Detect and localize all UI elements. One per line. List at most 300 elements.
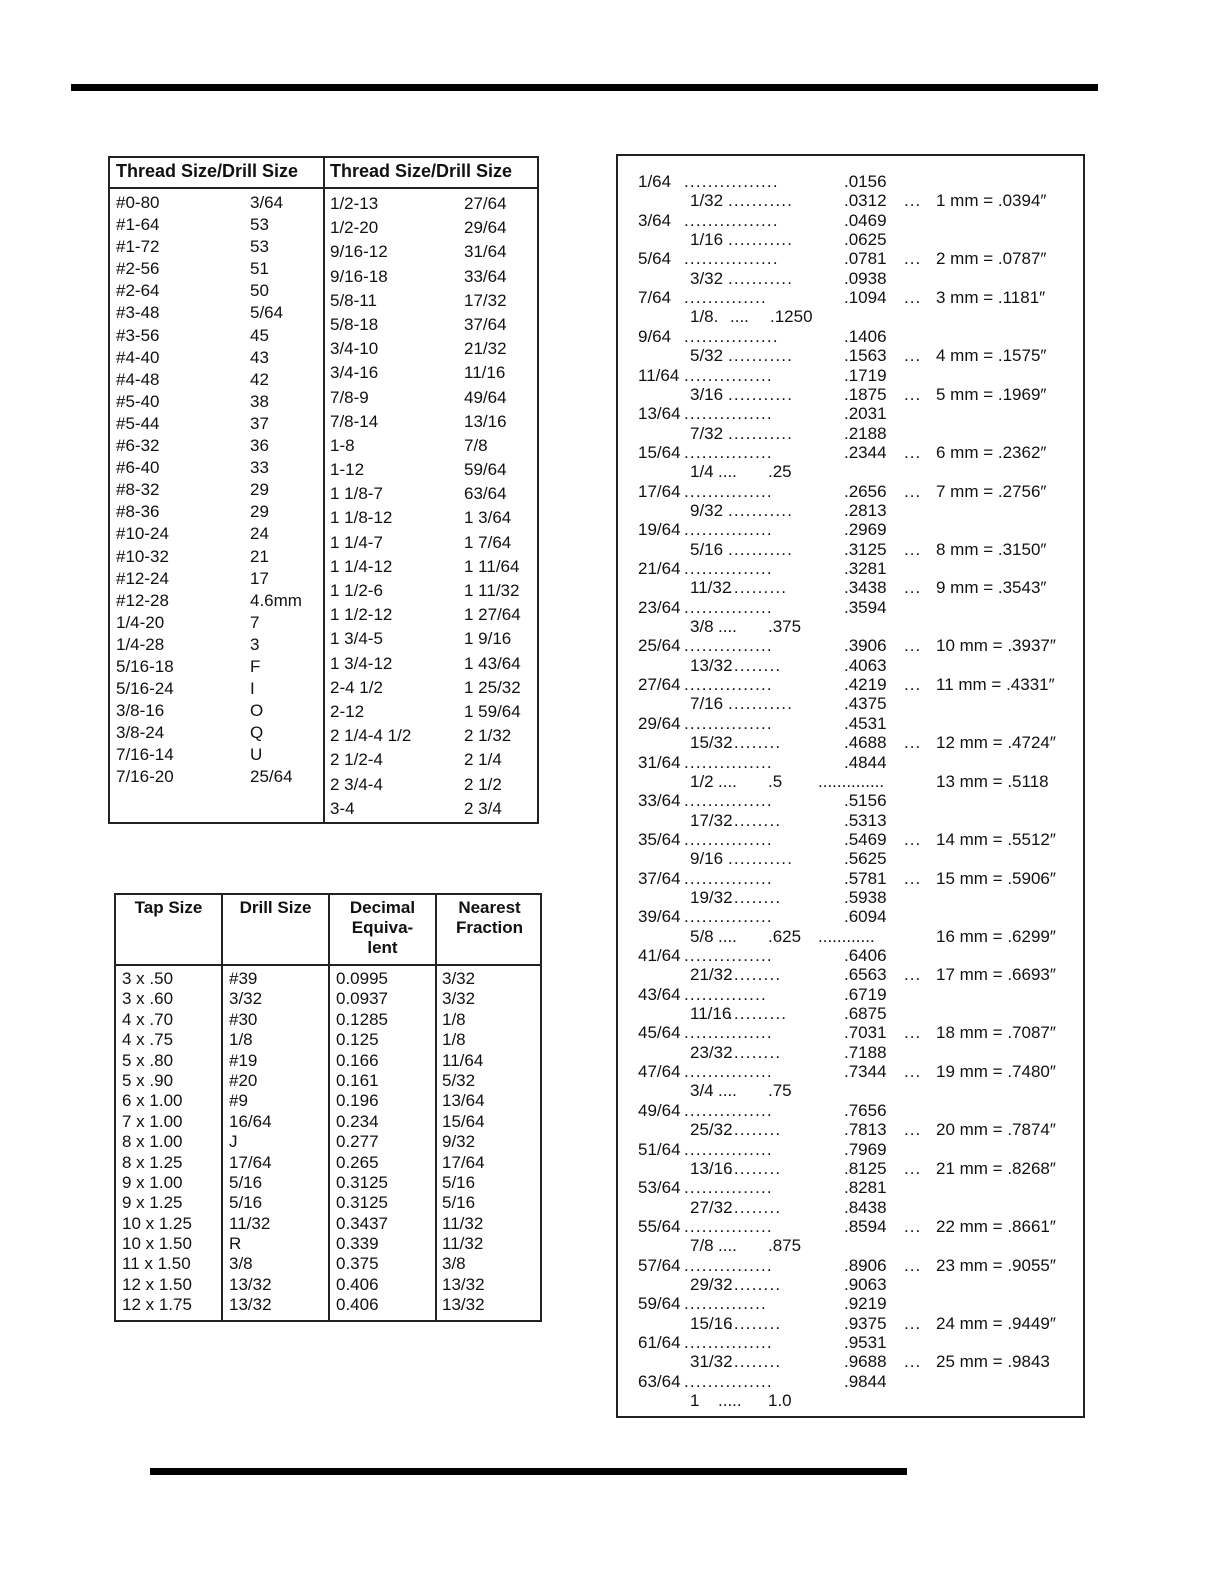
tap-size: 5 x .80 xyxy=(122,1050,174,1070)
leader-dots: ............... xyxy=(684,1100,773,1120)
nearest-fraction: 17/64 xyxy=(442,1152,485,1172)
leader-dots-short: ... xyxy=(904,578,922,598)
thread-size: 3/8-16 xyxy=(116,701,165,721)
conversion-row xyxy=(618,1314,1083,1333)
decimal: .7969 xyxy=(844,1139,887,1159)
drill-size: #39 xyxy=(229,969,258,988)
drill-size: 24 xyxy=(250,524,269,544)
conversion-row xyxy=(618,1120,1083,1139)
decimal: .625 xyxy=(768,926,802,946)
leader-dots: ........... xyxy=(728,849,794,869)
leader-dots: ............... xyxy=(684,442,773,462)
decimal: .8906 xyxy=(844,1255,887,1275)
fraction: 43/64 xyxy=(638,984,681,1004)
drill-size: 1 43/64 xyxy=(464,653,521,673)
conversion-row xyxy=(618,656,1083,675)
fraction: 17/32 xyxy=(690,810,733,830)
decimal: .1094 xyxy=(844,288,887,308)
thread-size: 7/8-9 xyxy=(330,387,369,407)
table-row xyxy=(116,1173,540,1193)
decimal-equivalent: 0.3125 xyxy=(336,1172,388,1192)
decimal: .7031 xyxy=(844,1023,887,1043)
header-drill-size: Drill Size xyxy=(239,898,312,917)
decimal: .3125 xyxy=(844,539,887,559)
tap-size: 12 x 1.75 xyxy=(122,1295,192,1315)
leader-dots-short: ... xyxy=(904,1216,922,1236)
conversion-row xyxy=(618,675,1083,694)
conversion-row xyxy=(618,617,1083,636)
leader-dots: ............... xyxy=(684,791,773,811)
decimal: .4219 xyxy=(844,675,887,695)
fraction: 41/64 xyxy=(638,946,681,965)
thread-size: 3/4-16 xyxy=(330,363,379,383)
decimal: .5 xyxy=(768,771,783,791)
table-row xyxy=(116,1132,540,1152)
leader-dots: ........... xyxy=(728,346,794,366)
decimal-equivalent: 0.161 xyxy=(336,1070,379,1090)
leader-dots: .......... xyxy=(728,578,788,598)
drill-size: 29/64 xyxy=(464,218,507,238)
nearest-fraction: 5/16 xyxy=(442,1172,476,1192)
mm-equivalent: 9 mm = .3543″ xyxy=(936,578,1047,598)
decimal: .9688 xyxy=(844,1352,887,1372)
fraction: 9/64 xyxy=(638,326,672,346)
fraction: 29/32 xyxy=(690,1274,733,1294)
nearest-fraction: 1/8 xyxy=(442,1009,466,1029)
fraction: 3/64 xyxy=(638,210,672,230)
table-row xyxy=(116,1193,540,1213)
leader-dots: ......... xyxy=(728,1120,782,1140)
conversion-row xyxy=(618,733,1083,752)
mm-equivalent: 17 mm = .6693″ xyxy=(936,965,1056,985)
mm-equivalent: 25 mm = .9843 xyxy=(936,1352,1050,1372)
mm-equivalent: 2 mm = .0787″ xyxy=(936,249,1047,269)
tap-table-body xyxy=(116,969,540,1316)
decimal: .2656 xyxy=(844,481,887,501)
thread-size: 2 3/4-4 xyxy=(330,774,383,794)
drill-size: 21 xyxy=(250,546,269,566)
decimal-equivalent: 0.406 xyxy=(336,1295,379,1315)
leader-dots: .... xyxy=(718,771,737,791)
drill-size: 27/64 xyxy=(464,194,507,213)
leader-dots: ......... xyxy=(728,733,782,753)
leader-dots: ........... xyxy=(728,191,794,211)
conversion-row xyxy=(618,269,1083,288)
fraction: 5/32 xyxy=(690,346,724,366)
fraction: 49/64 xyxy=(638,1100,681,1120)
drill-size: 3/32 xyxy=(229,989,263,1009)
fraction: 1 xyxy=(690,1391,700,1411)
nearest-fraction: 13/32 xyxy=(442,1295,485,1315)
leader-dots: ............... xyxy=(684,1139,773,1159)
conversion-row xyxy=(618,520,1083,539)
decimal-equivalent: 0.406 xyxy=(336,1274,379,1294)
decimal: .2813 xyxy=(844,500,887,520)
conversion-row xyxy=(618,1043,1083,1062)
fraction: 11/16 xyxy=(690,1004,732,1024)
conversion-row xyxy=(618,694,1083,713)
conversion-row xyxy=(618,1140,1083,1159)
thread-size: #12-28 xyxy=(116,590,169,610)
decimal: .2344 xyxy=(844,442,887,462)
fraction: 15/64 xyxy=(638,442,681,462)
conversion-row xyxy=(618,1236,1083,1255)
drill-size: 38 xyxy=(250,391,269,411)
nearest-fraction: 13/32 xyxy=(442,1274,485,1294)
conversion-row xyxy=(618,869,1083,888)
leader-dots-short: ... xyxy=(904,288,922,308)
thread-size: 5/16-24 xyxy=(116,679,174,699)
decimal: .0625 xyxy=(844,230,887,250)
conversion-row xyxy=(618,385,1083,404)
drill-size: 1 59/64 xyxy=(464,701,521,721)
drill-size: #20 xyxy=(229,1070,258,1090)
drill-size: 7 xyxy=(250,612,260,632)
fraction: 59/64 xyxy=(638,1294,681,1314)
conversion-row xyxy=(618,540,1083,559)
fraction: 57/64 xyxy=(638,1255,681,1275)
thread-size: 3/8-24 xyxy=(116,723,165,743)
conversion-row xyxy=(618,907,1083,926)
fraction: 7/8 xyxy=(690,1236,714,1256)
leader-dots: ........... xyxy=(728,539,794,559)
decimal: .6563 xyxy=(844,965,887,985)
conversion-row xyxy=(618,230,1083,249)
drill-size: F xyxy=(250,656,261,676)
drill-size: Q xyxy=(250,723,264,743)
decimal-equivalent: 0.0937 xyxy=(336,989,388,1009)
nearest-fraction: 3/32 xyxy=(442,989,476,1009)
fraction: 39/64 xyxy=(638,907,681,927)
leader-dots: ......... xyxy=(728,1197,782,1217)
drill-size: 2 1/2 xyxy=(464,774,502,794)
fraction: 1/16 xyxy=(690,230,724,250)
decimal: .875 xyxy=(768,1236,802,1256)
leader-dots: ......... xyxy=(728,1352,782,1372)
thread-size: 2-12 xyxy=(330,701,365,721)
conversion-row xyxy=(618,1372,1083,1391)
decimal: .0781 xyxy=(844,249,887,269)
conversion-row xyxy=(618,830,1083,849)
table-row xyxy=(116,1295,540,1315)
drill-size: 33 xyxy=(250,458,269,478)
conversion-row xyxy=(618,1062,1083,1081)
leader-dots: ......... xyxy=(728,965,782,985)
drill-size: 43 xyxy=(250,347,269,367)
fraction: 13/32 xyxy=(690,655,733,675)
conversion-row xyxy=(618,1081,1083,1100)
nearest-fraction: 3/32 xyxy=(442,969,476,988)
tap-size: 3 x .50 xyxy=(122,969,174,988)
fraction: 7/16 xyxy=(690,694,724,714)
thread-size: #2-64 xyxy=(116,281,160,301)
thread-size: 3/4-10 xyxy=(330,339,379,359)
thread-size: #5-40 xyxy=(116,391,160,411)
fraction: 7/64 xyxy=(638,288,672,308)
decimal: .5469 xyxy=(844,829,887,849)
fraction: 55/64 xyxy=(638,1216,681,1236)
leader-dots: ............... xyxy=(684,520,773,540)
drill-size: 11/16 xyxy=(464,363,506,383)
leader-dots: ......... xyxy=(728,1274,782,1294)
leader-dots: ............... xyxy=(684,1255,773,1275)
table-row xyxy=(116,1071,540,1091)
decimal: .5938 xyxy=(844,887,887,907)
conversion-row xyxy=(618,1275,1083,1294)
drill-size: 3/8 xyxy=(229,1254,253,1274)
conversion-row xyxy=(618,927,1083,946)
mm-equivalent: 10 mm = .3937″ xyxy=(936,636,1056,656)
table-row xyxy=(116,1254,540,1274)
fraction: 19/64 xyxy=(638,520,681,540)
decimal: .9531 xyxy=(844,1333,887,1352)
fraction: 25/64 xyxy=(638,636,681,656)
leader-dots: ............... xyxy=(684,1371,773,1391)
decimal-equivalent: 0.3437 xyxy=(336,1213,388,1233)
leader-dots: ............... xyxy=(684,946,773,965)
nearest-fraction: 11/32 xyxy=(442,1213,484,1233)
conversion-row xyxy=(618,191,1083,210)
fraction: 35/64 xyxy=(638,829,681,849)
header-tap-size: Tap Size xyxy=(134,898,203,917)
drill-size: #30 xyxy=(229,1009,258,1029)
drill-size: 53 xyxy=(250,215,269,235)
drill-size: 49/64 xyxy=(464,387,507,407)
mm-equivalent: 6 mm = .2362″ xyxy=(936,442,1047,462)
decimal: .1406 xyxy=(844,326,887,346)
fraction: 5/64 xyxy=(638,249,672,269)
leader-dots: ................ xyxy=(684,210,779,230)
fraction: 1/4 xyxy=(690,462,714,482)
header-divider xyxy=(116,964,540,966)
fraction: 29/64 xyxy=(638,713,681,733)
leader-dots: ............... xyxy=(684,1178,773,1198)
tap-size: 3 x .60 xyxy=(122,989,174,1009)
nearest-fraction: 9/32 xyxy=(442,1132,476,1152)
decimal: .3438 xyxy=(844,578,887,598)
table-row xyxy=(116,1153,540,1173)
drill-size: 5/64 xyxy=(250,303,284,323)
drill-size: 16/64 xyxy=(229,1111,272,1131)
fraction: 13/64 xyxy=(638,404,681,424)
fraction: 3/4 xyxy=(690,1081,714,1101)
decimal: .0469 xyxy=(844,210,887,230)
leader-dots-short: ... xyxy=(904,733,922,753)
drill-size: 1 3/64 xyxy=(464,508,512,528)
thread-size: 1 1/2-12 xyxy=(330,605,393,625)
thread-size: 1 1/4-7 xyxy=(330,532,383,552)
leader-dots: ............... xyxy=(684,481,773,501)
leader-dots: .............. xyxy=(684,1294,767,1314)
leader-dots: .......... xyxy=(728,1004,788,1024)
table-row xyxy=(116,1091,540,1111)
drill-size: U xyxy=(250,745,263,765)
decimal: .4688 xyxy=(844,733,887,753)
leader-dots: ............... xyxy=(684,1216,773,1236)
leader-dots: ............... xyxy=(684,636,773,656)
decimal: .1563 xyxy=(844,346,887,366)
leader-dots: ................ xyxy=(684,249,779,269)
thread-size: 1-12 xyxy=(330,460,365,480)
thread-size: #1-64 xyxy=(116,215,160,235)
conversion-row xyxy=(618,1159,1083,1178)
conversion-row xyxy=(618,1198,1083,1217)
decimal-equivalent: 0.1285 xyxy=(336,1009,388,1029)
decimal: .4844 xyxy=(844,752,887,772)
conversion-row xyxy=(618,1352,1083,1371)
conversion-row xyxy=(618,482,1083,501)
mm-equivalent: 20 mm = .7874″ xyxy=(936,1120,1056,1140)
conversion-row xyxy=(618,211,1083,230)
fraction: 11/32 xyxy=(690,578,732,598)
tap-size: 12 x 1.50 xyxy=(122,1274,192,1294)
fraction: 23/32 xyxy=(690,1042,733,1062)
drill-size: 25/64 xyxy=(250,767,293,787)
thread-size: 1 1/8-12 xyxy=(330,508,393,528)
leader-dots: .... xyxy=(718,926,737,946)
leader-dots-short: ... xyxy=(904,481,922,501)
leader-dots: .... xyxy=(718,617,737,637)
decimal: .1719 xyxy=(844,365,887,385)
decimal: .7344 xyxy=(844,1062,887,1082)
fraction: 1/8. xyxy=(690,307,719,327)
decimal: .6406 xyxy=(844,946,887,965)
drill-size: 21/32 xyxy=(464,339,507,359)
decimal: .3594 xyxy=(844,597,887,617)
leader-dots: ......... xyxy=(728,810,782,830)
table-row xyxy=(116,989,540,1009)
mm-equivalent: 22 mm = .8661″ xyxy=(936,1216,1056,1236)
drill-size: J xyxy=(229,1132,238,1152)
thread-size: 1/4-28 xyxy=(116,634,165,654)
decimal-equivalent: 0.0995 xyxy=(336,969,388,988)
fraction: 27/64 xyxy=(638,675,681,695)
thread-size: #8-36 xyxy=(116,502,160,522)
thread-size: 1 1/2-6 xyxy=(330,581,383,600)
decimal: .2969 xyxy=(844,520,887,540)
drill-size: 31/64 xyxy=(464,242,507,262)
drill-size: #9 xyxy=(229,1091,248,1111)
leader-dots: ........... xyxy=(728,500,794,520)
thread-size: #6-40 xyxy=(116,458,160,478)
thread-size: 1 3/4-12 xyxy=(330,653,393,673)
fraction: 9/32 xyxy=(690,500,724,520)
thread-size: 2 1/4-4 1/2 xyxy=(330,726,412,746)
top-rule xyxy=(71,84,1098,91)
tap-size: 11 x 1.50 xyxy=(122,1254,191,1274)
conversion-row xyxy=(618,849,1083,868)
thread-size: #5-44 xyxy=(116,413,160,433)
drill-size: 63/64 xyxy=(464,484,507,504)
drill-size: 1 25/32 xyxy=(464,677,521,697)
tap-size: 10 x 1.25 xyxy=(122,1213,192,1233)
leader-dots-short: ... xyxy=(904,636,922,656)
drill-size: 4.6mm xyxy=(250,590,302,610)
decimal: .8125 xyxy=(844,1158,887,1178)
decimal: .7188 xyxy=(844,1042,887,1062)
leader-dots: ......... xyxy=(728,887,782,907)
leader-dots: ............ xyxy=(818,926,875,946)
fraction: 1/32 xyxy=(690,191,724,211)
drill-size: 37 xyxy=(250,413,269,433)
conversion-row xyxy=(618,172,1083,191)
leader-dots-short: ... xyxy=(904,868,922,888)
mm-equivalent: 1 mm = .0394″ xyxy=(936,191,1047,211)
conversion-row xyxy=(618,1391,1083,1410)
leader-dots: .............. xyxy=(818,771,885,791)
drill-size: 29 xyxy=(250,502,269,522)
conversion-row xyxy=(618,753,1083,772)
conversion-row xyxy=(618,288,1083,307)
drill-size: 17/32 xyxy=(464,290,507,310)
table-row xyxy=(116,1234,540,1254)
leader-dots-short: ... xyxy=(904,1313,922,1333)
leader-dots: .... xyxy=(718,462,737,482)
decimal-equivalent: 0.196 xyxy=(336,1091,379,1111)
conversion-row xyxy=(618,598,1083,617)
mm-equivalent: 14 mm = .5512″ xyxy=(936,829,1056,849)
leader-dots: ............... xyxy=(684,829,773,849)
conversion-row xyxy=(618,578,1083,597)
conversion-row xyxy=(618,559,1083,578)
mm-equivalent: 19 mm = .7480″ xyxy=(936,1062,1056,1082)
drill-size: 1 9/16 xyxy=(464,629,512,649)
drill-size: 17 xyxy=(250,568,269,588)
tap-size: 9 x 1.25 xyxy=(122,1193,183,1213)
drill-size: 2 1/32 xyxy=(464,726,512,746)
conversion-row xyxy=(618,1023,1083,1042)
thread-size: #6-32 xyxy=(116,436,160,456)
thread-size: #4-48 xyxy=(116,369,160,389)
decimal-equivalent: 0.277 xyxy=(336,1132,379,1152)
drill-size: 53 xyxy=(250,237,269,257)
leader-dots: ............... xyxy=(684,907,773,927)
decimal: .8438 xyxy=(844,1197,887,1217)
mm-equivalent: 18 mm = .7087″ xyxy=(936,1023,1056,1043)
leader-dots: .... xyxy=(730,307,749,327)
drill-size: 7/8 xyxy=(464,435,488,455)
leader-dots-short: ... xyxy=(904,675,922,695)
mm-equivalent: 24 mm = .9449″ xyxy=(936,1313,1056,1333)
decimal: .9375 xyxy=(844,1313,887,1333)
conversion-row xyxy=(618,1004,1083,1023)
leader-dots: ......... xyxy=(728,1042,782,1062)
conversion-row xyxy=(618,772,1083,791)
table-row xyxy=(116,969,540,989)
drill-size: 1/8 xyxy=(229,1030,253,1050)
conversion-row xyxy=(618,811,1083,830)
decimal: .5625 xyxy=(844,849,887,869)
decimal: .6719 xyxy=(844,984,887,1004)
table-row xyxy=(116,1010,540,1030)
fraction: 15/16 xyxy=(690,1313,733,1333)
thread-size: 2-4 1/2 xyxy=(330,677,383,697)
drill-size: 3 xyxy=(250,634,260,654)
decimal-equivalent: 0.3125 xyxy=(336,1193,388,1213)
leader-dots-short: ... xyxy=(904,1255,922,1275)
thread-size: #10-32 xyxy=(116,546,169,566)
fraction: 11/64 xyxy=(638,365,680,385)
thread-size: #3-48 xyxy=(116,303,160,323)
tap-size: 4 x .70 xyxy=(122,1009,174,1029)
mm-equivalent: 11 mm = .4331″ xyxy=(936,675,1055,695)
drill-size: 1 11/64 xyxy=(464,556,520,576)
decimal: .1250 xyxy=(770,307,813,327)
drill-size: 42 xyxy=(250,369,269,389)
leader-dots: ......... xyxy=(728,655,782,675)
thread-size: 5/8-18 xyxy=(330,314,379,334)
thread-size: 1/4-20 xyxy=(116,612,165,632)
